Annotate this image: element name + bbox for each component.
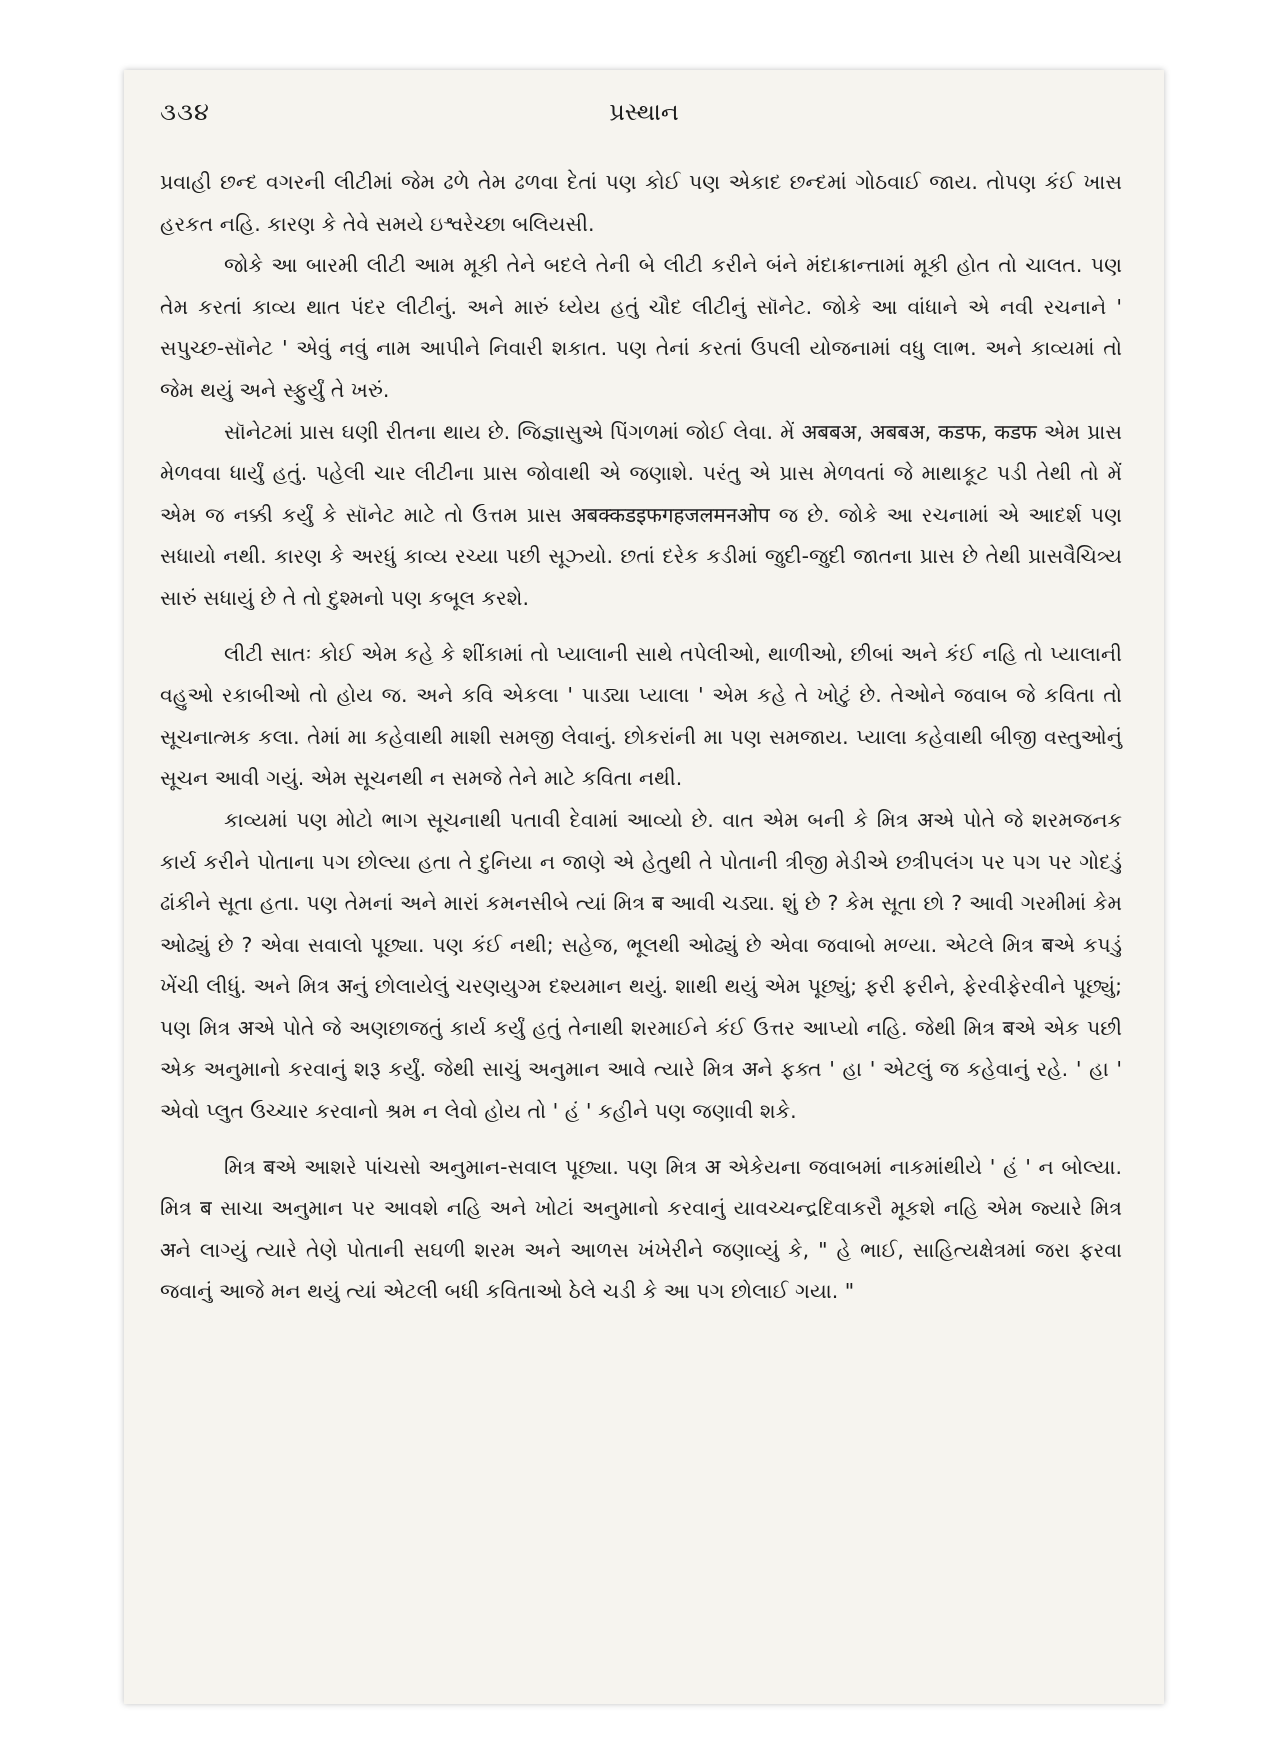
page-header: [124, 98, 1164, 138]
running-title: પ્રસ્થાન: [609, 98, 679, 126]
page-number: ૩૩૪: [160, 98, 210, 126]
book-page: [124, 70, 1164, 1704]
paragraph-3: સૉનેટમાં પ્રાસ ઘણી રીતના થાય છે. જિજ્ઞાસુએ પિંગળમાં જોઈ લેવા. મેં अबबअ, अबबअ, कडफ, कडफ એમ પ્રાસ મેળવવા ધાર્યું હતું. પહેલી ચાર લીટીના પ્રાસ જોવાથી એ જણાશે. પરંતુ એ પ્રાસ મેળવતાં જે માથાકૂટ પડી તેથી તો મેં એમ જ નક્કી કર્યું કે સૉનેટ માટે તો ઉત્તમ પ્રાસ अबक्कडइफगहजलमनओप જ છે. જોકે આ રચનામાં એ આદર્શ પણ સધાયો નથી. કારણ કે અરધું કાવ્ય રચ્યા પછી સૂઝ્યો. છતાં દરેક કડીમાં જુદી-જુદી જાતના પ્રાસ છે તેથી પ્રાસવૈચિત્ર્ય સારું સધાયું છે તે તો દુશ્મનો પણ કબૂલ કરશે.: [160, 419, 1122, 610]
paragraph-4: લીટી સાતઃ કોઈ એમ કહે કે શીંકામાં તો પ્યાલાની સાથે તપેલીઓ, થાળીઓ, છીબાં અને કંઈ નહિ તો પ્યાલાની વહુઓ રકાબીઓ તો હોય જ. અને કવિ એકલા ' પાડ્યા પ્યાલા ' એમ કહે તે ખોટું છે. તેઓને જવાબ જે કવિતા તો સૂચનાત્મક કલા. તેમાં મા કહેવાથી માશી સમજી લેવાનું. છોકરાંની મા પણ સમજાય. પ્યાલા કહેવાથી બીજી વસ્તુઓનું સૂચન આવી ગયું. એમ સૂચનથી ન સમજે તેને માટે કવિતા નથી.: [160, 641, 1122, 791]
paragraph-1: પ્રવાહી છન્દ વગરની લીટીમાં જેમ ઢળે તેમ ઢળવા દેતાં પણ કોઈ પણ એકાદ છન્દમાં ગોઠવાઈ જાય. તોપણ કંઈ ખાસ હરકત નહિ. કારણ કે તેવે સમયે ઇશ્વરેચ્છા બલિયસી.: [160, 170, 1122, 236]
paragraph-2: જોકે આ બારમી લીટી આમ મૂકી તેને બદલે તેની બે લીટી કરીને બંને મંદાક્રાન્તામાં મૂકી હોત તો ચાલત. પણ તેમ કરતાં કાવ્ય થાત પંદર લીટીનું. અને મારું ધ્યેય હતું ચૌદ લીટીનું સૉનેટ. જોકે આ વાંધાને એ નવી રચનાને ' સપુચ્છ-સૉનેટ ' એવું નવું નામ આપીને નિવારી શકાત. પણ તેનાં કરતાં ઉપલી યોજનામાં વધુ લાભ. અને કાવ્યમાં તો જેમ થયું અને સ્ફુર્યું તે ખરું.: [160, 253, 1122, 402]
paragraph-6: મિત્ર बએ આશરે પાંચસો અનુમાન-સવાલ પૂછ્યા. પણ મિત્ર अ એકેયના જવાબમાં નાકમાંથીયે ' હં ' ન બોલ્યા. મિત્ર ब સાચા અનુમાન પર આવશે નહિ અને ખોટાં અનુમાનો કરવાનું યાવચ્ચન્દ્રદિવાકરૌ મૂકશે નહિ એમ જ્યારે મિત્ર अને લાગ્યું ત્યારે તેણે પોતાની સઘળી શરમ અને આળસ ખંખેરીને જણાવ્યું કે, " હે ભાઈ, સાહિત્યક્ષેત્રમાં જરા ફરવા જવાનું આજે મન થયું ત્યાં એટલી બધી કવિતાઓ ઠેલે ચડી કે આ પગ છોલાઈ ગયા. ": [160, 1154, 1122, 1304]
paragraph-5: કાવ્યમાં પણ મોટો ભાગ સૂચનાથી પતાવી દેવામાં આવ્યો છે. વાત એમ બની કે મિત્ર अએ પોતે જે શરમજનક કાર્ય કરીને પોતાના પગ છોલ્યા હતા તે દુનિયા ન જાણે એ હેતુથી તે પોતાની ત્રીજી મેડીએ છત્રીપલંગ પર પગ પર ગોદડું ઢાંકીને સૂતા હતા. પણ તેમનાં અને મારાં કમનસીબે ત્યાં મિત્ર ब આવી ચડ્યા. શું છે ? કેમ સૂતા છો ? આવી ગરમીમાં કેમ ઓઢ્યું છે ? એવા સવાલો પૂછ્યા. પણ કંઈ નથી; સહેજ, ભૂલથી ઓઢ્યું છે એવા જવાબો મળ્યા. એટલે મિત્ર बએ કપડું ખેંચી લીધું. અને મિત્ર अનું છોલાયેલું ચરણયુગ્મ દશ્યમાન થયું. શાથી થયું એમ પૂછ્યું; ફરી ફરીને, ફેરવીફેરવીને પૂછ્યું; પણ મિત્ર अએ પોતે જે અણછાજતું કાર્ય કર્યું હતું તેનાથી શરમાઈને કંઈ ઉત્તર આપ્યો નહિ. જેથી મિત્ર बએ એક પછી એક અનુમાનો કરવાનું શરૂ કર્યું. જેથી સાચું અનુમાન આવે ત્યારે મિત્ર अને ફક્ત ' હા ' એટલું જ કહેવાનું રહે. ' હા ' એવો પ્લુત ઉચ્ચાર કરવાનો શ્રમ ન લેવો હોય તો ' હં ' કહીને પણ જણાવી શકે.: [160, 807, 1122, 1124]
body-text: [160, 162, 1122, 1313]
